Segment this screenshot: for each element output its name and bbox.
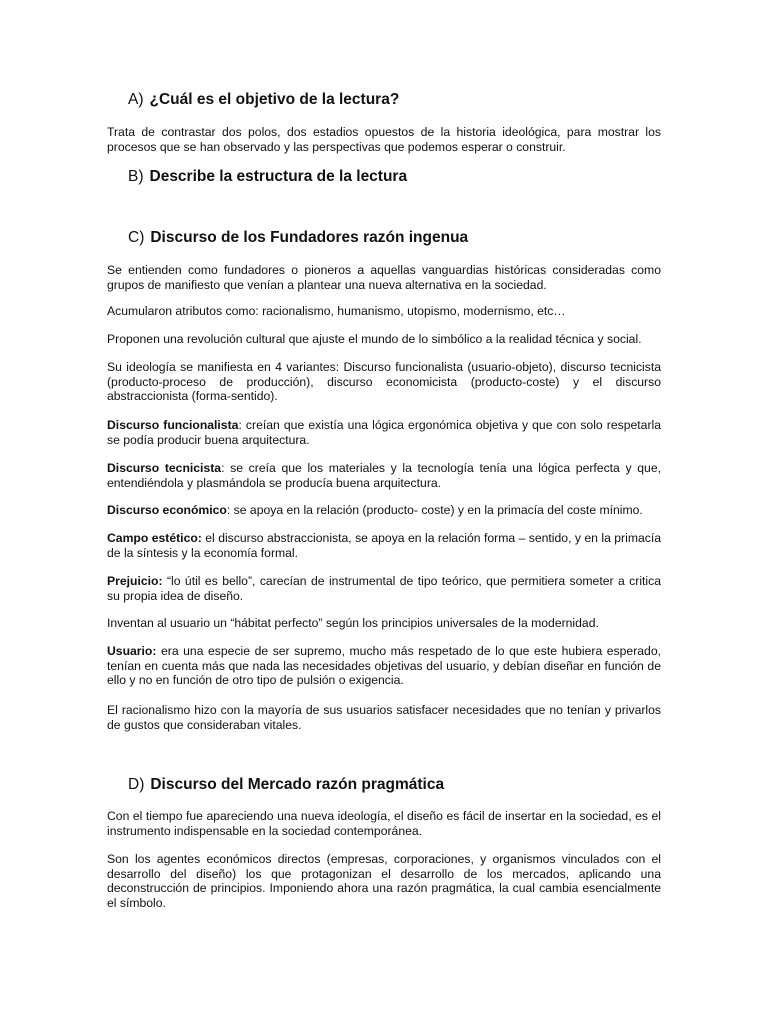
definition-estetico: el discurso abstraccionista, se apoya en la relación forma – sentido, y en la primacía de la síntesis y la economía formal. (107, 531, 662, 560)
paragraph-c-economico (107, 503, 661, 518)
paragraph-c-habitat: Inventan al usuario un “hábitat perfecto” según los principios universales de la modernidad. (107, 616, 599, 630)
heading-d-letter: D) (128, 776, 145, 793)
definition-prejuicio: “lo útil es bello”, carecían de instrumental de tipo teórico, que permitiera someter a critica su propia idea de diseño. (107, 574, 661, 603)
heading-a-letter: A) (128, 91, 144, 108)
paragraph-c-variantes: Su ideología se manifiesta en 4 variantes: Discurso funcionalista (usuario-objeto), discurso tecnicista (producto-proceso de producción), discurso economicista (producto-coste) y el discurso abstraccionista (forma-sentido). (107, 360, 661, 404)
heading-d-title: Discurso del Mercado razón pragmática (150, 776, 445, 793)
heading-c-letter: C) (128, 229, 145, 246)
term-usuario: Usuario: (107, 644, 157, 658)
definition-tecnicista: : se creía que los materiales y la tecnología tenía una lógica perfecta y que, entendiéndola y plasmándola se producía buena arquitectura. (107, 461, 661, 490)
definition-economico: : se apoya en la relación (producto- coste) y en la primacía del coste mínimo. (226, 503, 643, 517)
term-funcionalista: Discurso funcionalista (107, 418, 239, 432)
heading-a (128, 91, 399, 109)
paragraph-a-answer: Trata de contrastar dos polos, dos estadios opuestos de la historia ideológica, para mostrar los procesos que se han observado y las perspectivas que podemos esperar o construir. (107, 125, 661, 154)
definition-usuario: era una especie de ser supremo, mucho más respetado de lo que este hubiera esperado, tenían en cuenta más que nada las necesidades objetivas del usuario, y debían diseñar en función de ello y no en función de otro tipo de pulsión o exigencia. (107, 644, 661, 688)
heading-b-title: Describe la estructura de la lectura (149, 168, 408, 185)
paragraph-c-atributos: Acumularon atributos como: racionalismo, humanismo, utopismo, modernismo, etc… (107, 304, 566, 318)
heading-b-letter: B) (128, 168, 144, 185)
paragraph-c-tecnicista (107, 461, 661, 490)
heading-b (128, 168, 407, 186)
paragraph-c-funcionalista (107, 418, 661, 447)
paragraph-c-prejuicio (107, 574, 661, 603)
paragraph-d-ideologia: Con el tiempo fue apareciendo una nueva ideología, el diseño es fácil de insertar en la sociedad, es el instrumento indispensable en la sociedad contemporánea. (107, 809, 661, 838)
heading-a-title: ¿Cuál es el objetivo de la lectura? (149, 91, 400, 108)
paragraph-c-usuario (107, 644, 661, 688)
term-tecnicista: Discurso tecnicista (107, 461, 222, 475)
term-estetico: Campo estético: (107, 531, 202, 545)
paragraph-c-estetico (107, 531, 661, 560)
heading-c (128, 229, 468, 247)
heading-c-title: Discurso de los Fundadores razón ingenua (150, 229, 469, 246)
paragraph-d-agentes: Son los agentes económicos directos (empresas, corporaciones, y organismos vinculados con el desarrollo del diseño) los que protagonizan el desarrollo de los mercados, aplicando una deconstrucción de principios. Imponiendo ahora una razón pragmática, la cual cambia esencialmente el símbolo. (107, 852, 661, 910)
term-prejuicio: Prejuicio: (107, 574, 163, 588)
paragraph-c-racionalismo: El racionalismo hizo con la mayoría de sus usuarios satisfacer necesidades que no tenían y privarlos de gustos que consideraban vitales. (107, 703, 661, 732)
paragraph-c-fundadores: Se entienden como fundadores o pioneros a aquellas vanguardias históricas consideradas como grupos de manifiesto que venían a plantear una nueva alternativa en la sociedad. (107, 263, 661, 292)
heading-d (128, 776, 444, 794)
term-economico: Discurso económico (107, 503, 227, 517)
definition-funcionalista: : creían que existía una lógica ergonómica objetiva y que con solo respetarla se podía producir buena arquitectura. (107, 418, 661, 447)
paragraph-c-revolucion: Proponen una revolución cultural que ajuste el mundo de lo simbólico a la realidad técnica y social. (107, 332, 642, 346)
